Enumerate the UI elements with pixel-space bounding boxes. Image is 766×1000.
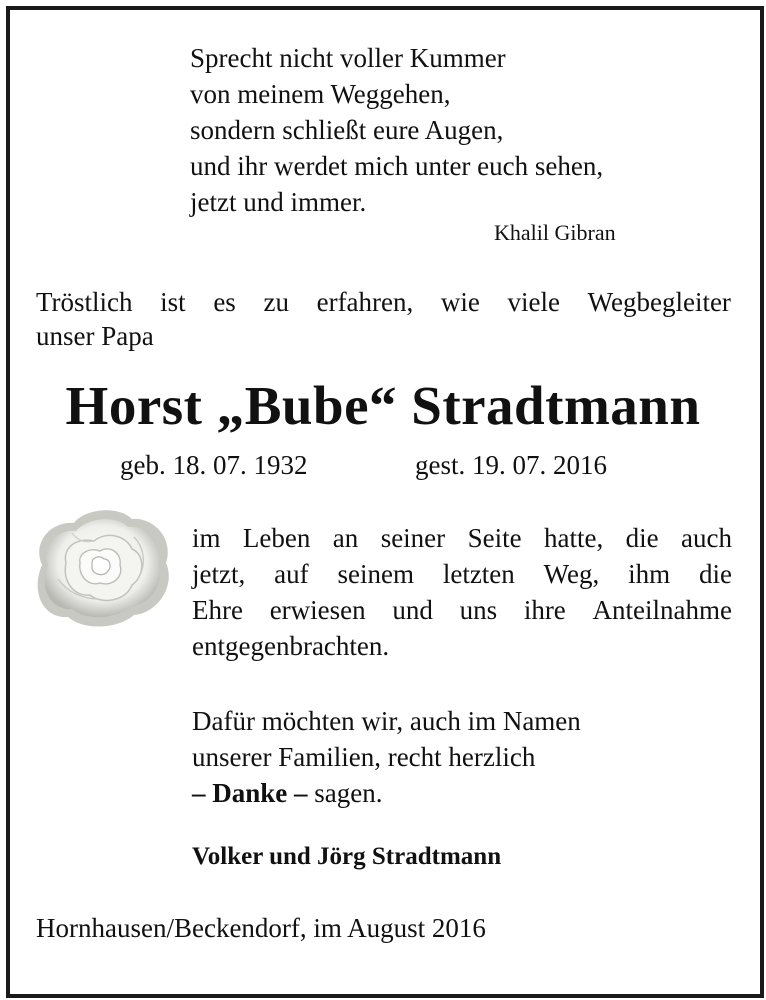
poem-line: und ihr werdet mich unter euch sehen, <box>190 151 604 181</box>
word: letzten <box>442 559 515 589</box>
word: Leben <box>242 523 311 553</box>
word: erwiesen <box>269 595 366 625</box>
place-date: Hornhausen/Beckendorf, im August 2016 <box>36 913 486 943</box>
word: Wegbegleiter <box>587 287 731 317</box>
word: zu <box>263 287 289 317</box>
word: hatte, <box>543 523 604 553</box>
intro-line: unser Papa <box>36 321 154 351</box>
poem-line: von meinem Weggehen, <box>190 79 451 109</box>
word: Tröstlich <box>36 287 133 317</box>
word: Weg, <box>543 559 600 589</box>
word: seiner <box>380 523 446 553</box>
word: seinem <box>337 559 414 589</box>
signature: Volker und Jörg Stradtmann <box>192 843 502 870</box>
birth-date: geb. 18. 07. 1932 <box>120 450 308 480</box>
text-line <box>192 592 732 628</box>
text-line <box>192 520 732 556</box>
intro-line <box>36 285 731 319</box>
word: an <box>332 523 359 553</box>
text-line: Dafür möchten wir, auch im Namen <box>192 706 581 736</box>
white-rose-icon <box>28 503 176 631</box>
word: im <box>192 523 221 553</box>
word: Anteilnahme <box>592 595 732 625</box>
word: wie <box>440 287 480 317</box>
thanks-paragraph <box>192 520 732 664</box>
word: ihre <box>523 595 566 625</box>
word: Seite <box>467 523 522 553</box>
word: erfahren, <box>316 287 414 317</box>
word: auch <box>681 523 732 553</box>
sagen-text: sagen. <box>307 778 383 808</box>
poem-line: jetzt und immer. <box>190 187 367 217</box>
danke-emphasis: – Danke – <box>192 778 308 808</box>
death-date: gest. 19. 07. 2016 <box>415 450 607 480</box>
word: Ehre <box>192 595 243 625</box>
text-line <box>192 556 732 592</box>
word: ihm <box>628 559 671 589</box>
deceased-name: Horst „Bube“ Stradtmann <box>65 375 701 436</box>
word: die <box>699 559 732 589</box>
text-line <box>192 775 581 811</box>
text-line: entgegenbrachten. <box>192 631 390 661</box>
word: ist <box>160 287 186 317</box>
word: auf <box>274 559 309 589</box>
intro-text <box>36 285 731 353</box>
poem-line: sondern schließt eure Augen, <box>190 115 504 145</box>
text-line: unserer Familien, recht herzlich <box>192 742 536 772</box>
word: die <box>625 523 659 553</box>
word: uns <box>459 595 498 625</box>
word: es <box>213 287 236 317</box>
poem-line: Sprecht nicht voller Kummer <box>190 43 506 73</box>
word: und <box>392 595 433 625</box>
poem-author: Khalil Gibran <box>494 220 616 245</box>
word: viele <box>507 287 561 317</box>
word: jetzt, <box>192 559 246 589</box>
poem <box>190 40 603 220</box>
thanks-closing <box>192 703 581 811</box>
